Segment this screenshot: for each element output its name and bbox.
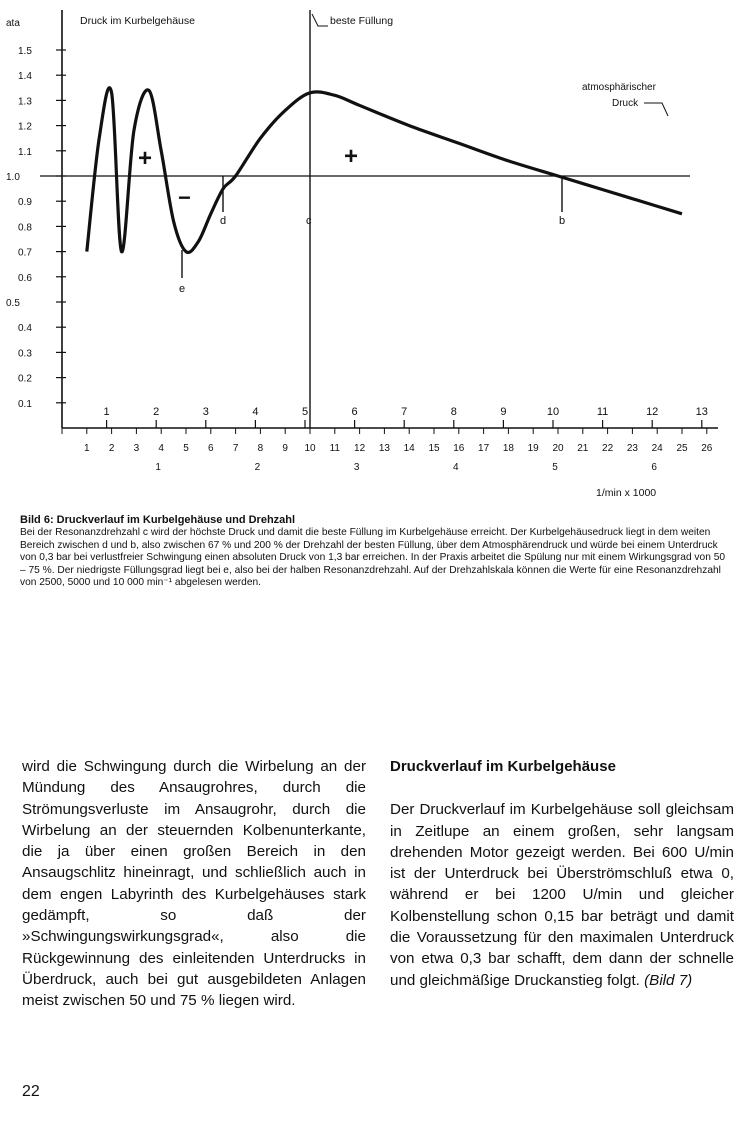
- y-tick-label: 1.4: [18, 71, 32, 83]
- middle-scale-label: 8: [257, 443, 264, 454]
- middle-scale-label: 18: [502, 443, 514, 454]
- y-tick-label: 0.7: [18, 247, 32, 259]
- y-tick-label: 0.4: [18, 323, 32, 335]
- page-number: 22: [22, 1083, 40, 1100]
- middle-scale-label: 15: [428, 443, 440, 454]
- middle-scale-label: 16: [453, 443, 465, 454]
- label-e: e: [179, 283, 186, 295]
- top-scale-label: 1: [103, 406, 110, 418]
- y-tick-label: 0.8: [18, 222, 32, 234]
- bottom-scale-label: 5: [552, 462, 558, 473]
- plus-sign-1: +: [138, 145, 153, 172]
- top-scale-label: 13: [695, 406, 708, 418]
- figure-caption: [20, 514, 732, 589]
- bottom-scale: [155, 462, 657, 473]
- bottom-scale-label: 3: [353, 462, 360, 473]
- middle-scale: [84, 443, 713, 454]
- y-axis: [6, 10, 62, 428]
- middle-scale-label: 2: [108, 443, 115, 454]
- label-d: d: [220, 215, 227, 227]
- top-scale-label: 9: [500, 406, 507, 418]
- middle-scale-label: 7: [232, 443, 239, 454]
- atm-leader: [644, 103, 668, 116]
- label-atm-line2: Druck: [612, 98, 639, 109]
- y-tick-label: 0.1: [18, 398, 32, 410]
- middle-scale-label: 5: [183, 443, 189, 454]
- bottom-scale-label: 1: [155, 462, 161, 473]
- right-column-text: Der Druckverlauf im Kurbelgehäuse soll gleichsam in Zeitlupe an einem großen, sehr langsam drehenden Motor gezeigt werden. Bei 600 U/min ist der Unterdruck bei Überströmschluß etwa 0, während er bei 1200 U/min und gleicher Kolbenstellung schon 0,15 bar beträgt und damit die Voraussetzung für den maximalen Unterdruck von etwa 0,3 bar schafft, dem dann der schnelle und gleichmäßige Druckanstieg folgt.: [390, 801, 734, 989]
- middle-scale-label: 23: [626, 443, 638, 454]
- middle-scale-label: 14: [403, 443, 415, 454]
- y-unit-label: ata: [6, 18, 20, 29]
- middle-scale-label: 6: [208, 443, 214, 454]
- top-scale-label: 10: [546, 406, 560, 418]
- top-scale-label: 12: [646, 406, 659, 418]
- minus-sign: −: [178, 185, 191, 210]
- top-scale: [104, 406, 708, 428]
- middle-scale-label: 3: [133, 443, 140, 454]
- bottom-scale-label: 4: [453, 462, 459, 473]
- middle-scale-label: 12: [354, 443, 366, 454]
- y-tick-label: 1.0: [6, 172, 20, 183]
- middle-scale-label: 13: [378, 443, 390, 454]
- top-scale-label: 4: [252, 406, 259, 418]
- top-scale-label: 11: [596, 406, 609, 418]
- y-tick-label: 0.5: [6, 298, 20, 309]
- point-marks: [138, 143, 565, 295]
- top-scale-label: 7: [401, 406, 408, 418]
- bottom-scale-label: 6: [651, 462, 657, 473]
- top-scale-label: 6: [351, 406, 358, 418]
- label-best-fill: beste Füllung: [330, 15, 394, 27]
- middle-scale-label: 1: [84, 443, 90, 454]
- top-scale-label: 5: [301, 406, 309, 418]
- middle-scale-label: 26: [701, 443, 713, 454]
- middle-scale-label: 22: [602, 443, 614, 454]
- middle-scale-label: 4: [158, 443, 164, 454]
- label-top-left: Druck im Kurbelgehäuse: [80, 15, 195, 27]
- plus-sign-2: +: [344, 143, 359, 170]
- bottom-scale-label: 2: [254, 462, 261, 473]
- x-unit-label: 1/min x 1000: [596, 487, 657, 499]
- middle-scale-label: 19: [527, 443, 539, 454]
- label-b: b: [559, 215, 566, 227]
- y-tick-label: 0.6: [18, 272, 32, 284]
- middle-scale-label: 17: [478, 443, 490, 454]
- figure-reference: (Bild 7): [644, 971, 693, 989]
- middle-scale-label: 20: [552, 443, 564, 454]
- best-fill-arrow: [312, 14, 328, 26]
- middle-scale-label: 24: [651, 443, 663, 454]
- y-tick-label: 1.1: [18, 146, 32, 158]
- middle-scale-label: 21: [577, 443, 589, 454]
- right-column: [390, 756, 734, 991]
- middle-scale-label: 25: [676, 443, 688, 454]
- y-tick-label: 0.9: [18, 197, 32, 209]
- middle-scale-label: 9: [282, 443, 288, 454]
- y-tick-label: 0.2: [18, 373, 32, 385]
- x-ticks: [62, 428, 707, 434]
- section-heading: Druckverlauf im Kurbelgehäuse: [390, 758, 616, 775]
- y-tick-label: 1.3: [18, 96, 32, 108]
- y-ticks: [6, 46, 66, 410]
- top-scale-label: 3: [202, 406, 209, 418]
- middle-scale-label: 11: [329, 443, 340, 454]
- y-tick-label: 0.3: [18, 348, 32, 360]
- y-tick-label: 1.5: [18, 46, 32, 57]
- caption-title: Bild 6: Druckverlauf im Kurbelgehäuse und Drehzahl: [20, 514, 296, 526]
- pressure-chart: [0, 0, 750, 505]
- middle-scale-label: 10: [304, 443, 316, 454]
- label-c: c: [306, 215, 312, 227]
- y-tick-label: 1.2: [18, 121, 32, 133]
- pressure-curve: [87, 88, 682, 253]
- label-atm-line1: atmosphärischer: [582, 82, 656, 93]
- top-scale-label: 8: [450, 406, 457, 418]
- top-scale-label: 2: [153, 406, 160, 418]
- left-column: wird die Schwingung durch die Wirbelung an der Mündung des Ansaugrohres, durch die Strömungsverluste im Ansaugrohr, durch die Wirbelung an der steuernden Kolbenunterkante, die ja über einen großen Bereich in den Ansaugschlitz hineinragt, und schließlich auch in dem engen Labyrinth des Kurbelgehäuses stark gedämpft, so daß der »Schwingungswirkungsgrad«, also die Rückgewinnung des einleitenden Unterdrucks in Überdruck, auch bei gut ausgebildeten Anlagen meist zwischen 50 und 75 % liegen wird.: [22, 758, 366, 1010]
- caption-text: Bei der Resonanzdrehzahl c wird der höchste Druck und damit die beste Füllung im Kurbelgehäuse erreicht. Der Kurbelgehäusedruck liegt in dem weiten Bereich zwischen d und b, also zwischen 67 % und 200 % der Drehzahl der besten Füllung, über dem Atmosphärendruck und würde bei einem Unterdruck von 0,3 bar bei verlustfreier Schwingung einen absoluten Druck von 1,3 bar erreichen. In der Praxis arbeitet die Spülung nur mit einem Wirkungsgrad von 50 – 75 %. Der niedrigste Füllungsgrad liegt bei e, also bei der halben Resonanzdrehzahl. Auf der Drehzahlskala können die Werte für eine Resonanzdrehzahl von 2500, 5000 und 10 000 min⁻¹ abgelesen werden.: [20, 527, 726, 589]
